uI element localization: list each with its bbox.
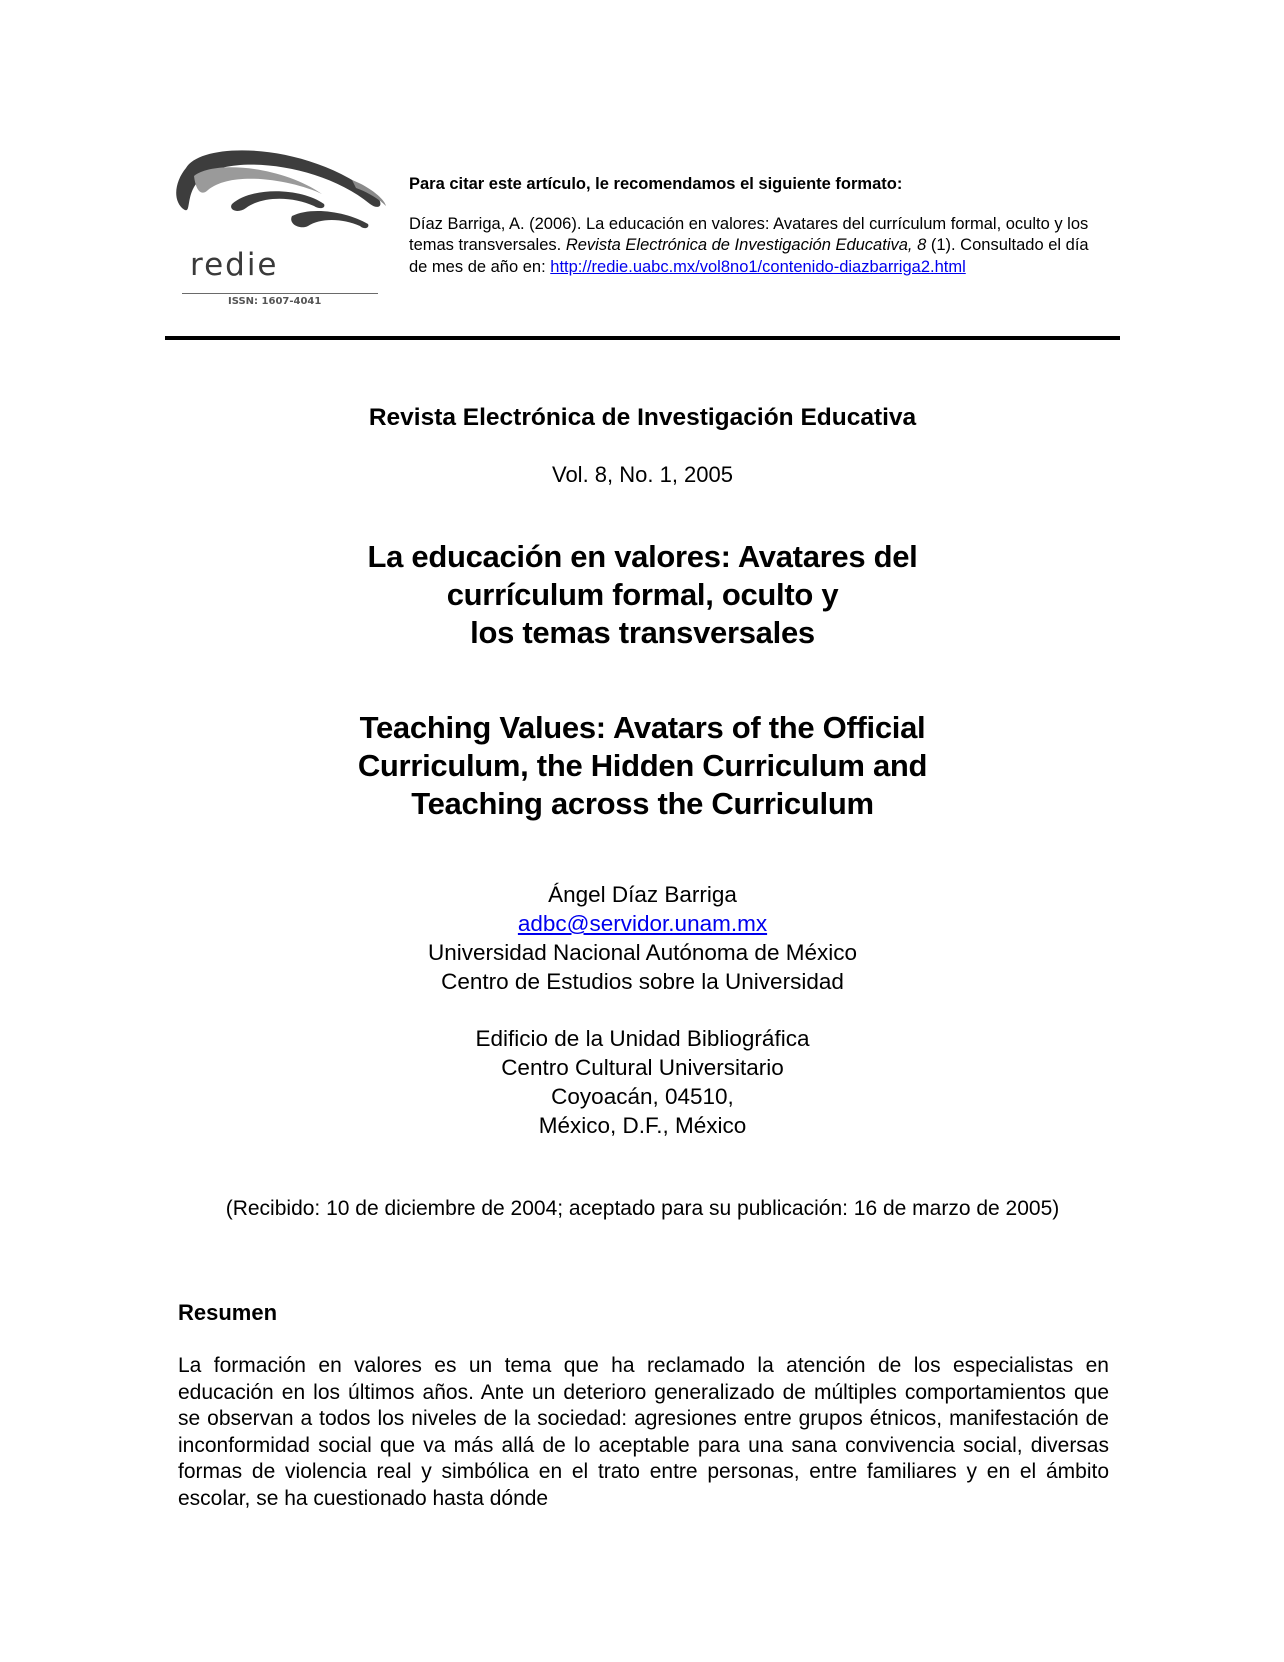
citation-url-link[interactable]: http://redie.uabc.mx/vol8no1/contenido-diazbarriga2.html [550, 257, 966, 276]
redie-swoosh-graphic [172, 146, 392, 256]
header-divider [165, 336, 1120, 340]
title-english-line: Teaching Values: Avatars of the Official [359, 710, 926, 745]
redie-wordmark: redie [190, 247, 279, 283]
title-spanish-line: currículum formal, oculto y [446, 577, 839, 612]
citation-text-part1: Díaz Barriga, A. (2006). La educación en valores: Avatares del currículum formal, oculto y los temas transversales. [409, 214, 1089, 254]
journal-name: Revista Electrónica de Investigación Educativa [368, 404, 917, 431]
citation-text [409, 214, 1109, 279]
resumen-text: La formación en valores es un tema que ha reclamado la atención de los especialistas en educación en los últimos años. Ante un deterioro generalizado de múltiples comportamientos que se observan a todos los niveles de la sociedad: agresiones entre grupos étnicos, manifestación de inconformidad social que va más allá de lo aceptable para una sana convivencia social, diversas formas de violencia real y simbólica en el trato entre personas, entre familiares y en el ámbito escolar, se ha cuestionado hasta dónde [178, 1354, 1109, 1510]
author-email-link[interactable]: adbc@servidor.unam.mx [517, 911, 768, 936]
citation-journal: Revista Electrónica de Investigación Educativa, 8 [565, 236, 927, 254]
title-english-line: Curriculum, the Hidden Curriculum and [357, 748, 928, 783]
address-line: México, D.F., México [538, 1113, 747, 1138]
author-name: Ángel Díaz Barriga [548, 882, 737, 907]
title-spanish-line: los temas transversales [470, 615, 815, 650]
title-spanish-line: La educación en valores: Avatares del [367, 539, 918, 574]
citation-block [409, 174, 1109, 278]
received-dates: (Recibido: 10 de diciembre de 2004; aceptado para su publicación: 16 de marzo de 2005) [225, 1197, 1060, 1220]
title-english-line: Teaching across the Curriculum [411, 786, 874, 821]
address-line: Centro Cultural Universitario [501, 1055, 784, 1080]
title-spanish [165, 538, 1120, 652]
author-department: Centro de Estudios sobre la Universidad [441, 969, 844, 994]
redie-logo [172, 146, 392, 306]
author-address [165, 1024, 1120, 1140]
author-info [165, 880, 1120, 996]
citation-heading: Para citar este artículo, le recomendamos el siguiente formato: [409, 175, 903, 193]
author-institution: Universidad Nacional Autónoma de México [428, 940, 857, 965]
address-line: Coyoacán, 04510, [551, 1084, 734, 1109]
issn-label: ISSN: 1607-4041 [228, 296, 322, 307]
volume-info: Vol. 8, No. 1, 2005 [551, 462, 734, 487]
address-line: Edificio de la Unidad Bibliográfica [475, 1026, 810, 1051]
citation-text-part2: (1). Consultado el día de mes de año en: [409, 236, 1089, 276]
title-english [165, 709, 1120, 823]
logo-divider [182, 293, 378, 294]
resumen-heading: Resumen [178, 1300, 278, 1325]
